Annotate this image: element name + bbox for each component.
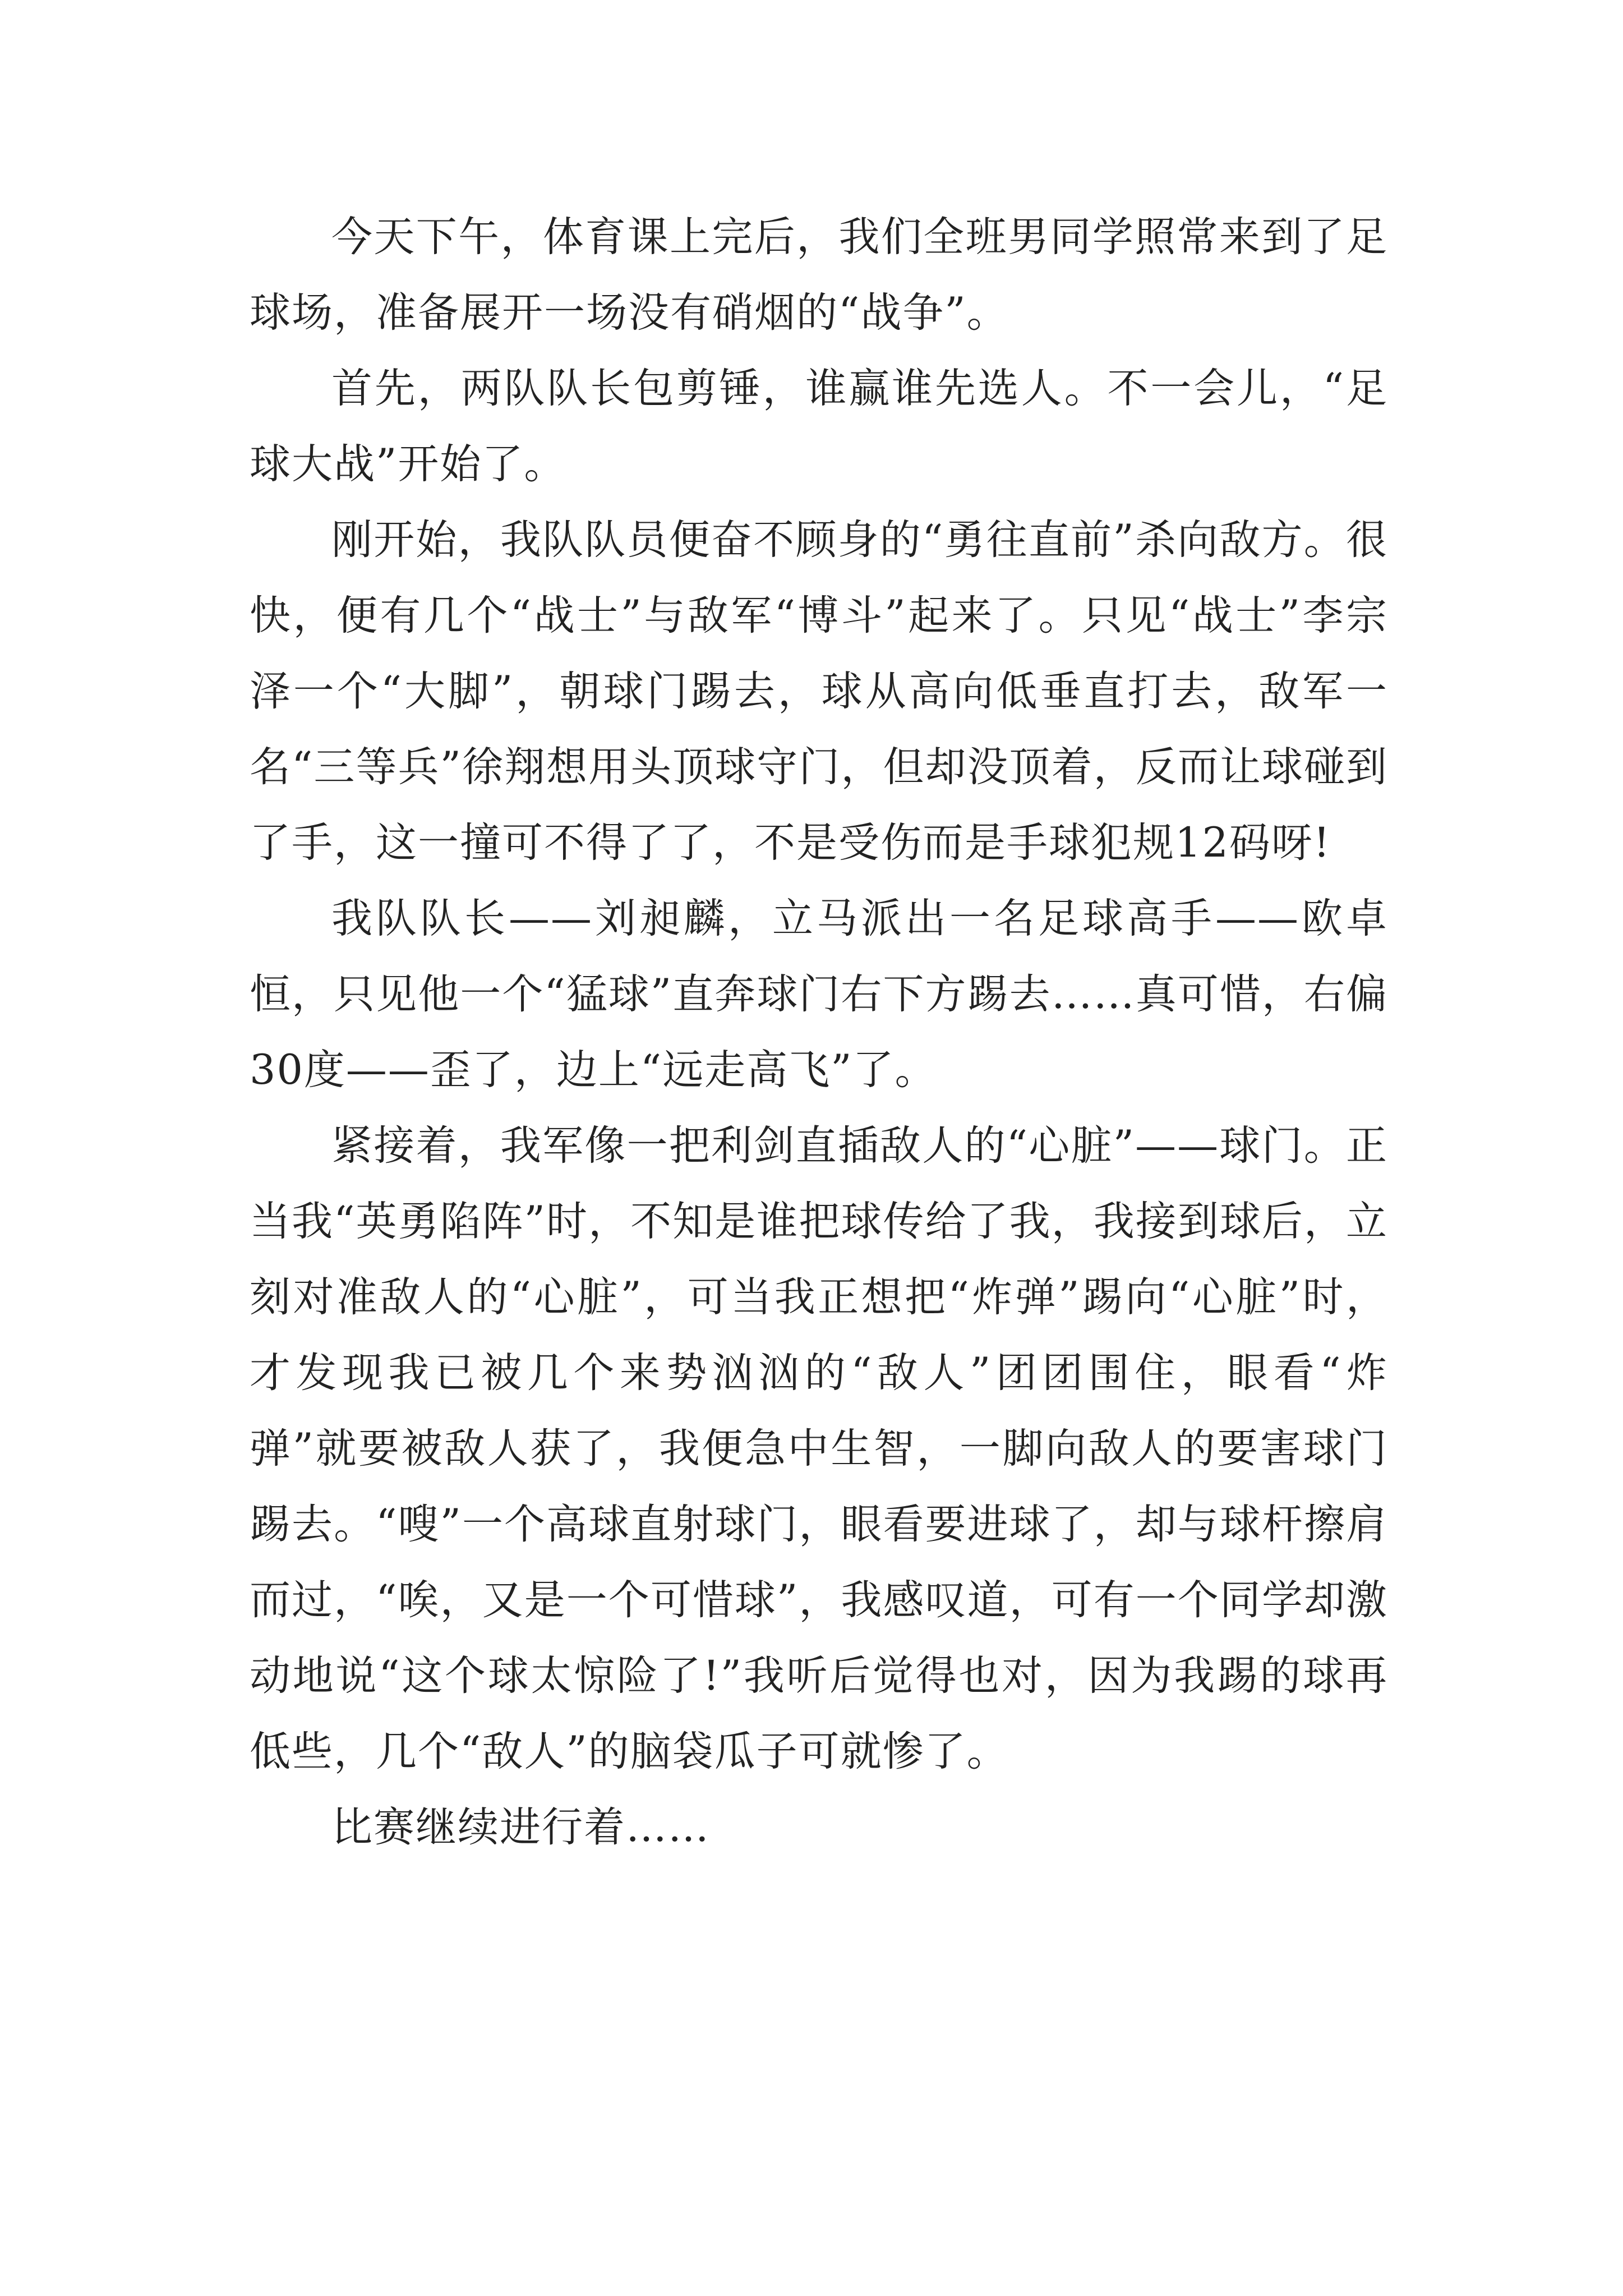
paragraph-3: 刚开始，我队队员便奋不顾身的“勇往直前”杀向敌方。很快，便有几个“战士”与敌军“博斗”起来了。只见“战士”李宗泽一个“大脚”，朝球门踢去，球从高向低垂直打去，敌军一名“三等兵”徐翔想用头顶球守门，但却没顶着，反而让球碰到了手，这一撞可不得了了，不是受伤而是手球犯规12码呀! <box>250 516 1388 867</box>
paragraph-1: 今天下午，体育课上完后，我们全班男同学照常来到了足球场，准备展开一场没有硝烟的“战争”。 <box>250 213 1388 337</box>
paragraph-6: 比赛继续进行着…… <box>331 1803 710 1851</box>
paragraph-4: 我队队长——刘昶麟，立马派出一名足球高手——欧卓恒，只见他一个“猛球”直奔球门右下方踢去……真可惜，右偏30度——歪了，边上“远走高飞”了。 <box>250 895 1388 1094</box>
paragraph-5: 紧接着，我军像一把利剑直插敌人的“心脏”——球门。正当我“英勇陷阵”时，不知是谁把球传给了我，我接到球后，立刻对准敌人的“心脏”，可当我正想把“炸弹”踢向“心脏”时，才发现我已被几个来势汹汹的“敌人”团团围住，眼看“炸弹”就要被敌人获了，我便急中生智，一脚向敌人的要害球门踢去。“嗖”一个高球直射球门，眼看要进球了，却与球杆擦肩而过，“唉，又是一个可惜球”，我感叹道，可有一个同学却激动地说“这个球太惊险了!”我听后觉得也对，因为我踢的球再低些，几个“敌人”的脑袋瓜子可就惨了。 <box>250 1122 1388 1775</box>
paragraph-2: 首先，两队队长包剪锤，谁赢谁先选人。不一会儿，“足球大战”开始了。 <box>250 365 1388 488</box>
document-body <box>250 199 1388 1865</box>
